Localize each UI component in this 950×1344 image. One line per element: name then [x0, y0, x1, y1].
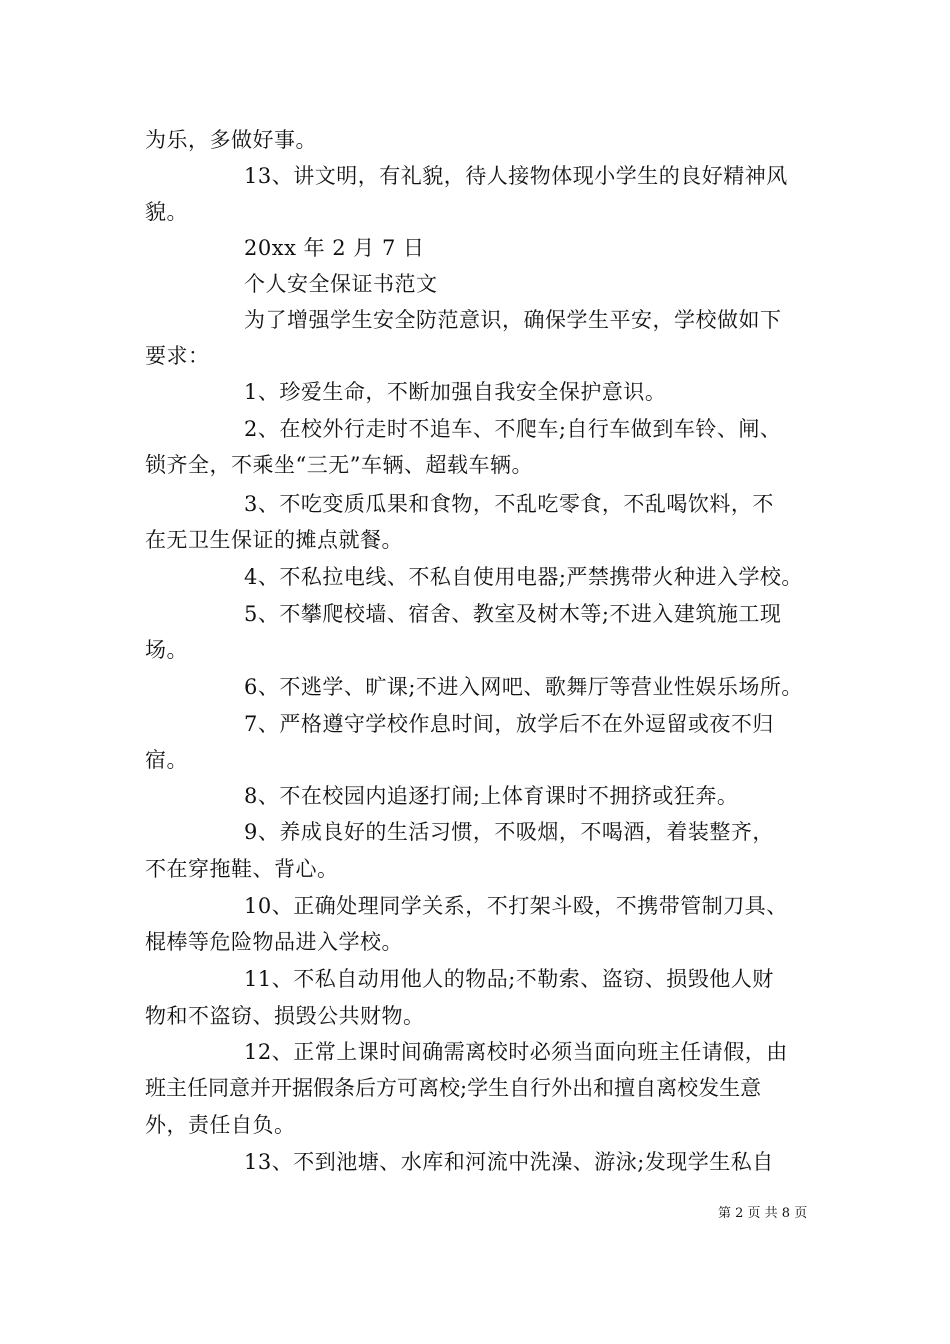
text-line: 班主任同意并开据假条后方可离校;学生自行外出和擅自离校发生意	[145, 1076, 762, 1100]
list-item: 1、珍爱生命，不断加强自我安全保护意识。	[244, 380, 667, 404]
list-item: 11、不私自动用他人的物品;不勒索、盗窃、损毁他人财	[244, 967, 774, 991]
text-line: 为了增强学生安全防范意识，确保学生平安，学校做如下	[244, 308, 782, 332]
text-line: 棍棒等危险物品进入学校。	[145, 930, 403, 954]
text-line: 物和不盗窃、损毁公共财物。	[145, 1004, 425, 1028]
text-line: 为乐，多做好事。	[145, 128, 317, 152]
date-line: 20xx 年 2 月 7 日	[244, 236, 425, 260]
text-line: 锁齐全，不乘坐“三无”车辆、超载车辆。	[145, 453, 533, 477]
text-line: 宿。	[145, 748, 188, 772]
list-item: 7、严格遵守学校作息时间，放学后不在外逗留或夜不归	[244, 712, 774, 736]
text-line: 外，责任自负。	[145, 1113, 296, 1137]
list-item: 6、不逃学、旷课;不进入网吧、歌舞厅等营业性娱乐场所。	[244, 675, 803, 699]
page-number: 第 2 页 共 8 页	[718, 1206, 808, 1221]
list-item: 9、养成良好的生活习惯，不吸烟，不喝酒，着装整齐，	[244, 820, 774, 844]
text-line: 场。	[145, 638, 188, 662]
text-line: 貌。	[145, 200, 188, 224]
list-item: 12、正常上课时间确需离校时必须当面向班主任请假，由	[244, 1040, 788, 1064]
list-item: 3、不吃变质瓜果和食物，不乱吃零食，不乱喝饮料，不	[244, 492, 774, 516]
list-item: 5、不攀爬校墙、宿舍、教室及树木等;不进入建筑施工现	[244, 602, 782, 626]
list-item: 2、在校外行走时不追车、不爬车;自行车做到车铃、闸、	[244, 417, 782, 441]
text-line: 13、讲文明，有礼貌，待人接物体现小学生的良好精神风	[244, 164, 788, 188]
text-line: 不在穿拖鞋、背心。	[145, 857, 339, 881]
list-item: 4、不私拉电线、不私自使用电器;严禁携带火种进入学校。	[244, 565, 803, 589]
section-title: 个人安全保证书范文	[244, 272, 438, 296]
list-item: 10、正确处理同学关系，不打架斗殴，不携带管制刀具、	[244, 894, 788, 918]
text-line: 要求：	[145, 344, 210, 368]
list-item: 8、不在校园内追逐打闹;上体育课时不拥挤或狂奔。	[244, 784, 739, 808]
text-line: 在无卫生保证的摊点就餐。	[145, 528, 403, 552]
list-item: 13、不到池塘、水库和河流中洗澡、游泳;发现学生私自	[244, 1150, 774, 1174]
